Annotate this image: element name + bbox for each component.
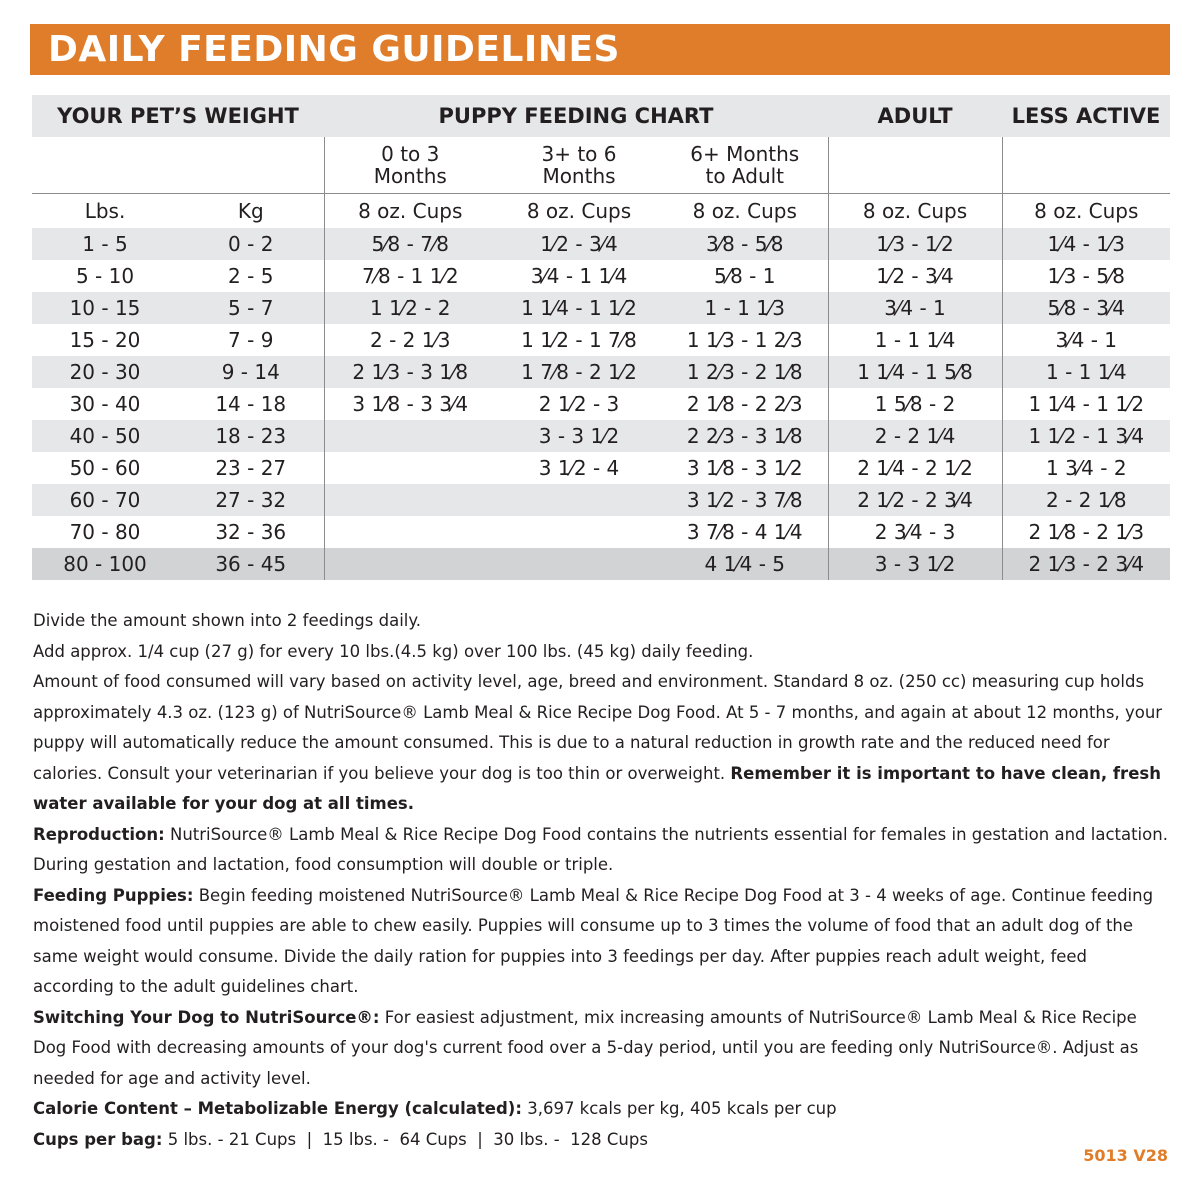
- puppy-header: PUPPY FEEDING CHART: [324, 95, 828, 137]
- table-cell: 2 1⁄2 - 3: [538, 392, 620, 416]
- note-feedings: Divide the amount shown into 2 feedings daily.: [33, 611, 422, 630]
- table-cell: 2 3⁄4 - 3: [828, 516, 1002, 548]
- table-row: [32, 420, 1170, 452]
- table-row: [32, 260, 1170, 292]
- table-cell: 3⁄8 - 5⁄8: [662, 228, 828, 260]
- table-row: [32, 228, 1170, 260]
- table-cell: 80 - 100: [32, 548, 178, 580]
- age-group-3-6: 3+ to 6 Months: [496, 137, 662, 194]
- table-row: [32, 324, 1170, 356]
- table-cell: 1 1⁄3 - 1 2⁄3: [686, 328, 803, 352]
- unit-cups: 8 oz. Cups: [1002, 194, 1170, 229]
- unit-cups: 8 oz. Cups: [692, 199, 797, 223]
- table-cell: 1 1⁄4 - 1 1⁄2: [1002, 388, 1170, 420]
- table-cell: 1⁄3 - 5⁄8: [1002, 260, 1170, 292]
- table-cell: 27 - 32: [178, 484, 324, 516]
- table-cell: 5⁄8 - 3⁄4: [1002, 292, 1170, 324]
- feeding-table: [32, 95, 1170, 580]
- adult-header: ADULT: [828, 95, 1002, 137]
- table-cell: 3 7⁄8 - 4 1⁄4: [686, 520, 803, 544]
- table-cell: 1⁄3 - 1⁄2: [828, 228, 1002, 260]
- table-cell: [324, 484, 496, 516]
- table-cell: [324, 516, 496, 548]
- table-cell: 40 - 50: [32, 420, 178, 452]
- table-cell: 2 - 2 1⁄3: [324, 324, 496, 356]
- table-cell: 3 1⁄8 - 3 1⁄2: [686, 456, 803, 480]
- table-cell: 2 1⁄3 - 2 3⁄4: [1002, 548, 1170, 580]
- table-cell: 1⁄4 - 1⁄3: [1002, 228, 1170, 260]
- age-group-0-3: 0 to 3 Months: [324, 137, 496, 194]
- table-cell: 1 - 5: [32, 228, 178, 260]
- table-row: [32, 292, 1170, 324]
- table-cell: [496, 516, 662, 548]
- table-cell: 1 - 1 1⁄4: [828, 324, 1002, 356]
- table-cell: 5⁄8 - 1: [714, 264, 776, 288]
- table-cell: 1 2⁄3 - 2 1⁄8: [662, 356, 828, 388]
- units-row: [32, 194, 1170, 229]
- age-group-row: [32, 137, 1170, 194]
- table-cell: 3 1⁄2 - 4: [538, 456, 620, 480]
- table-cell: [324, 420, 496, 452]
- table-cell: 1⁄2 - 3⁄4: [496, 228, 662, 260]
- table-row: [32, 548, 1170, 580]
- table-cell: 70 - 80: [69, 520, 141, 544]
- table-cell: 5⁄8 - 7⁄8: [324, 228, 496, 260]
- table-cell: 3⁄4 - 1: [1002, 324, 1170, 356]
- table-row: [32, 356, 1170, 388]
- feeding-notes: [33, 606, 1173, 1155]
- table-cell: 4 1⁄4 - 5: [662, 548, 828, 580]
- note-cups-per-bag: Cups per bag: 5 lbs. - 21 Cups | 15 lbs. - 64 Cups | 30 lbs. - 128 Cups: [33, 1129, 648, 1149]
- table-cell: 7 - 9: [228, 328, 274, 352]
- table-cell: 1⁄2 - 3⁄4: [828, 260, 1002, 292]
- age-group-6-adult: 6+ Months to Adult: [662, 137, 828, 194]
- page-title-banner: DAILY FEEDING GUIDELINES: [30, 24, 1170, 75]
- table-cell: 2 1⁄2 - 2 3⁄4: [828, 484, 1002, 516]
- table-cell: 3 - 3 1⁄2: [496, 420, 662, 452]
- table-cell: 1 5⁄8 - 2: [828, 388, 1002, 420]
- table-cell: 1 1⁄2 - 1 7⁄8: [521, 328, 637, 352]
- table-cell: 20 - 30: [32, 356, 178, 388]
- table-cell: 1 1⁄2 - 1 3⁄4: [1002, 420, 1170, 452]
- table-cell: 2 - 2 1⁄8: [1002, 484, 1170, 516]
- note-consumption: Amount of food consumed will vary based on activity level, age, breed and environment. Standard 8 oz. (250 cc) measuring cup holds approximately 4.3 oz. (123 g) of NutriSource® Lamb Meal & Rice Recipe Dog Food. At 5 - 7 months, and again at about 12 months, your puppy will automatically reduce the amount consumed. This is due to a natural reduction in growth rate and the reduced need for calories. Consult your veterinarian if you believe your dog is too thin or overweight. Remember it is important to have clean, fresh water available for your dog at all times.: [33, 672, 1163, 813]
- note-over-100: Add approx. 1/4 cup (27 g) for every 10 lbs.(4.5 kg) over 100 lbs. (45 kg) daily feeding.: [33, 641, 754, 661]
- table-cell: 5 - 10: [75, 264, 135, 288]
- table-cell: 1 - 1 1⁄3: [662, 292, 828, 324]
- table-cell: 15 - 20: [69, 328, 141, 352]
- unit-cups: 8 oz. Cups: [526, 199, 632, 223]
- table-cell: 14 - 18: [215, 392, 287, 416]
- table-cell: 7⁄8 - 1 1⁄2: [324, 260, 496, 292]
- table-row: [32, 452, 1170, 484]
- unit-cups: 8 oz. Cups: [324, 194, 496, 229]
- table-cell: 3 - 3 1⁄2: [828, 548, 1002, 580]
- table-cell: [324, 452, 496, 484]
- table-cell: 3⁄4 - 1 1⁄4: [530, 264, 628, 288]
- table-cell: 2 1⁄4 - 2 1⁄2: [828, 452, 1002, 484]
- table-cell: 3 1⁄8 - 3 3⁄4: [324, 388, 496, 420]
- table-cell: 1 1⁄4 - 1 1⁄2: [496, 292, 662, 324]
- product-code: 5013 V28: [1083, 1146, 1168, 1165]
- table-cell: [324, 548, 496, 580]
- note-calorie-content: Calorie Content – Metabolizable Energy (calculated): 3,697 kcals per kg, 405 kcals per cup: [33, 1099, 837, 1118]
- note-feeding-puppies: Feeding Puppies: Begin feeding moistened NutriSource® Lamb Meal & Rice Recipe Dog Food at 3 - 4 weeks of age. Continue feeding moistened food until puppies are able to chew easily. Puppies will consume up to 3 times the volume of food that an adult dog of the same weight would consume. Divide the daily ration for puppies into 3 feedings per day. After puppies reach adult weight, feed according to the adult guidelines chart.: [33, 885, 1154, 996]
- table-body: [32, 228, 1170, 580]
- table-cell: 60 - 70: [32, 484, 178, 516]
- table-cell: [496, 484, 662, 516]
- table-cell: 10 - 15: [32, 292, 178, 324]
- table-cell: 23 - 27: [215, 456, 287, 480]
- table-cell: 3 1⁄2 - 3 7⁄8: [662, 484, 828, 516]
- table-cell: 2 2⁄3 - 3 1⁄8: [662, 420, 828, 452]
- note-switching: Switching Your Dog to NutriSource®: For easiest adjustment, mix increasing amounts of NutriSource® Lamb Meal & Rice Recipe Dog Food with decreasing amounts of your dog's current food over a 5-day period, until you are feeding only NutriSource®. Adjust as needed for age and activity level.: [33, 1007, 1139, 1088]
- table-cell: 30 - 40: [69, 392, 141, 416]
- table-cell: 1 1⁄2 - 2: [324, 292, 496, 324]
- table-header-row: [32, 95, 1170, 137]
- less-active-header: LESS ACTIVE: [1002, 95, 1170, 137]
- weight-header: YOUR PET’S WEIGHT: [32, 95, 324, 137]
- table-cell: 0 - 2: [178, 228, 324, 260]
- table-cell: 50 - 60: [69, 456, 141, 480]
- table-cell: 18 - 23: [178, 420, 324, 452]
- table-row: [32, 484, 1170, 516]
- table-cell: 36 - 45: [178, 548, 324, 580]
- table-row: [32, 516, 1170, 548]
- table-cell: 5 - 7: [178, 292, 324, 324]
- table-cell: 1 1⁄4 - 1 5⁄8: [828, 356, 1002, 388]
- table-cell: 2 1⁄8 - 2 2⁄3: [686, 392, 803, 416]
- table-cell: 2 1⁄8 - 2 1⁄3: [1002, 516, 1170, 548]
- table-cell: 32 - 36: [215, 520, 287, 544]
- table-cell: 2 - 5: [228, 264, 274, 288]
- unit-kg: Kg: [237, 199, 264, 223]
- table-cell: 3⁄4 - 1: [828, 292, 1002, 324]
- table-row: [32, 388, 1170, 420]
- table-cell: 2 1⁄3 - 3 1⁄8: [324, 356, 496, 388]
- table-cell: [496, 548, 662, 580]
- table-cell: 1 7⁄8 - 2 1⁄2: [496, 356, 662, 388]
- table-cell: 9 - 14: [178, 356, 324, 388]
- table-cell: 1 3⁄4 - 2: [1002, 452, 1170, 484]
- unit-cups: 8 oz. Cups: [828, 194, 1002, 229]
- note-reproduction: Reproduction: NutriSource® Lamb Meal & Rice Recipe Dog Food contains the nutrients essential for females in gestation and lactation. During gestation and lactation, food consumption will double or triple.: [33, 824, 1168, 874]
- table-cell: 1 - 1 1⁄4: [1002, 356, 1170, 388]
- table-cell: 2 - 2 1⁄4: [828, 420, 1002, 452]
- unit-lbs: Lbs.: [84, 199, 126, 223]
